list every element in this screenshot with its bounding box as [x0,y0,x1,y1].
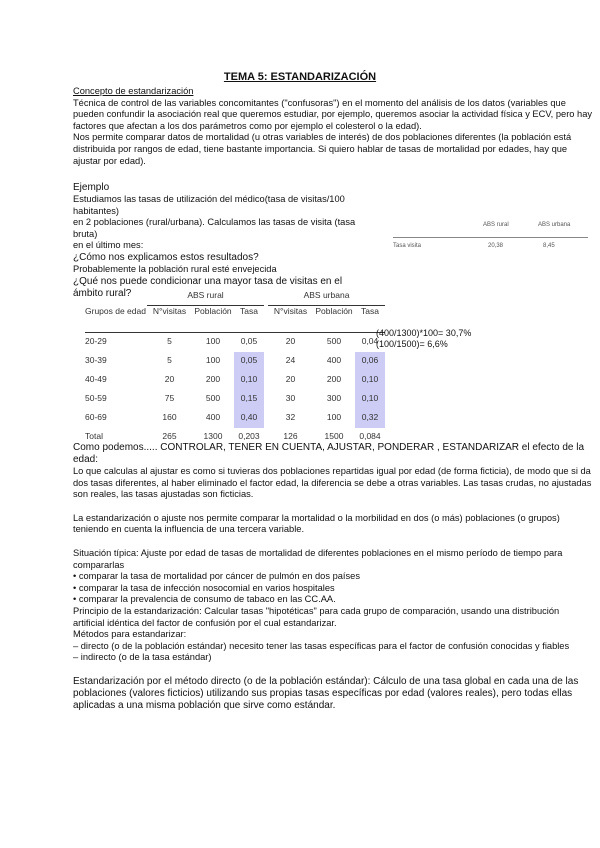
group-header: ABS rural [187,289,224,300]
table-cell: Total [85,431,103,442]
table-cell: 0,05 [234,352,264,371]
table-cell: 20-29 [85,336,107,347]
column-header: N°visitas [147,306,192,333]
table-cell: 126 [283,431,298,442]
example-question: ¿Cómo nos explicamos estos resultados? [73,251,259,263]
table-cell: 500 [205,393,221,404]
table-cell: 0,04 [361,336,379,347]
column-header: Grupos de edad [85,305,146,316]
table-row [85,371,385,390]
page-title: TEMA 5: ESTANDARIZACIÓN [223,71,377,83]
table-cell: 0,084 [359,431,381,442]
table-cell: 400 [205,412,221,423]
paragraph: Como podemos..... CONTROLAR, TENER EN CUENTA, AJUSTAR, PONDERAR , ESTANDARIZAR el efecto de la edad: [73,442,585,465]
table-cell: 100 [205,355,221,366]
table-cell: 1500 [324,431,344,442]
table-cell: 500 [326,336,342,347]
small-table-header: ABS rural [483,222,509,228]
table-cell: 60-69 [85,412,107,423]
small-table [393,220,588,252]
table-cell: 0,10 [355,390,385,409]
table-row [85,352,385,371]
table-cell: 24 [285,355,296,366]
table-cell: 300 [326,393,342,404]
concept-section [73,86,593,167]
table-cell: 160 [162,412,177,423]
column-header: Tasa [355,306,385,333]
table-cell: 0,40 [234,409,264,428]
table-cell: 75 [164,393,175,404]
table-cell: 50-59 [85,393,107,404]
method-item: – directo (o de la población estándar) necesito tener las tasas específicas para el factor de confusión conocidas y fiables [73,640,570,651]
table-cell: 1300 [203,431,223,442]
table-row [85,409,385,428]
table-cell: 30-39 [85,355,107,366]
table-cell: 0,15 [234,390,264,409]
group-header: ABS urbana [303,289,350,300]
table-cell: 40-49 [85,374,107,385]
example-line: Estudiamos las tasas de utilización del médico(tasa de visitas/100 habitantes) [73,194,345,216]
table-cell: 0,06 [355,352,385,371]
table-cell: 200 [326,374,342,385]
section-heading: Concepto de estandarización [73,86,194,96]
table-cell: 0,10 [234,371,264,390]
column-header: N°visitas [268,306,313,333]
small-table-value: 8,45 [543,242,555,249]
table-cell: 5 [167,336,172,347]
table-cell: 400 [326,355,342,366]
table-cell: 0,10 [355,371,385,390]
column-header: Población [192,306,234,333]
table-cell: 20 [285,336,296,347]
paragraph: Situación típica: Ajuste por edad de tasas de mortalidad de diferentes poblaciones en el mismo período de tiempo para compararlas [73,547,563,570]
example-heading: Ejemplo [73,182,110,193]
table-cell: 5 [167,355,172,366]
column-header: Tasa [234,306,264,333]
column-header: Población [313,306,355,333]
table-cell: 200 [205,374,221,385]
calculation-notes [376,328,471,350]
table-row [85,332,385,352]
table-cell: 100 [326,412,342,423]
table-cell: 100 [205,336,221,347]
bullet-item: • comparar la tasa de mortalidad por cáncer de pulmón en dos países [73,571,360,582]
paragraph: Nos permite comparar datos de mortalidad (u otras variables de interés) de dos poblaciones diferentes (la población está distribuida por rangos de edad, tiene bastante importancia. Si quiero hablar de tasas de mortalidad por edades, hay que ajustar por edad). [73,132,572,166]
example-line: en 2 poblaciones (rural/urbana). Calculamos las tasas de visita (tasa bruta) [73,217,356,239]
body-section [73,442,593,712]
example-question: ¿Qué nos puede condicionar una mayor tasa de visitas en el ámbito rural? [73,275,343,299]
table-cell: 0,32 [355,409,385,428]
table-cell: 20 [285,374,296,385]
paragraph: Técnica de control de las variables concomitantes ("confusoras") en el momento del análisis de los datos (variables que pueden confundir la asociación real que queremos estudiar, por ejemplo, queremos asociar la actividad física y ECV, pero hay factores que afectan a los dos parámetros como por ejemplo el colesterol o la edad). [73,97,593,131]
table-cell: 0,203 [238,431,260,442]
example-line: Probablemente la población rural esté envejecida [73,263,277,274]
methods-heading: Métodos para estandarizar: [73,629,187,640]
data-table [85,286,385,447]
paragraph: Lo que calculas al ajustar es como si tuvieras dos poblaciones repartidas igual por edad (de forma ficticia), de modo que si da dos tasas diferentes, al haber eliminado el factor edad, la diferencia se debe a otras variables. Las tasas crudas, no ajustadas son reales, las tasas ajustadas son ficticias. [73,466,592,500]
table-cell: 30 [285,393,296,404]
small-table-label: Tasa visita [393,242,422,249]
small-table-value: 20,38 [488,242,504,249]
bullet-item: • comparar la tasa de infección nosocomial en varios hospitales [73,582,335,593]
paragraph: Principio de la estandarización: Calcular tasas "hipotéticas" para cada grupo de comparación, usando una distribución artificial idéntica del factor de confusión por el cual estandarizar. [73,605,560,628]
method-item: – indirecto (o de la tasa estándar) [73,652,212,663]
bullet-item: • comparar la prevalencia de consumo de tabaco en las CC.AA. [73,594,336,605]
example-line: en el último mes: [73,240,144,251]
table-cell: 265 [162,431,177,442]
paragraph: La estandarización o ajuste nos permite comparar la mortalidad o la morbilidad en dos (o más) poblaciones (o grupos) teniendo en cuenta la influencia de una tercera variable. [73,512,560,535]
example-section [73,182,373,300]
table-cell: 32 [285,412,296,423]
calculation: (100/1500)= 6,6% [376,339,448,349]
paragraph: Estandarización por el método directo (o de la población estándar): Cálculo de una tasa global en cada una de las poblaciones (valores ficticios) utilizando sus propias tasas específicas por edad (valores reales), pero todas ellas aplicadas a una misma población que sirve como estándar. [73,675,579,711]
table-cell: 0,05 [240,336,258,347]
table-cell: 20 [164,374,175,385]
table-row [85,390,385,409]
small-table-header: ABS urbana [538,222,571,228]
calculation: (400/1300)*100= 30,7% [376,328,472,338]
